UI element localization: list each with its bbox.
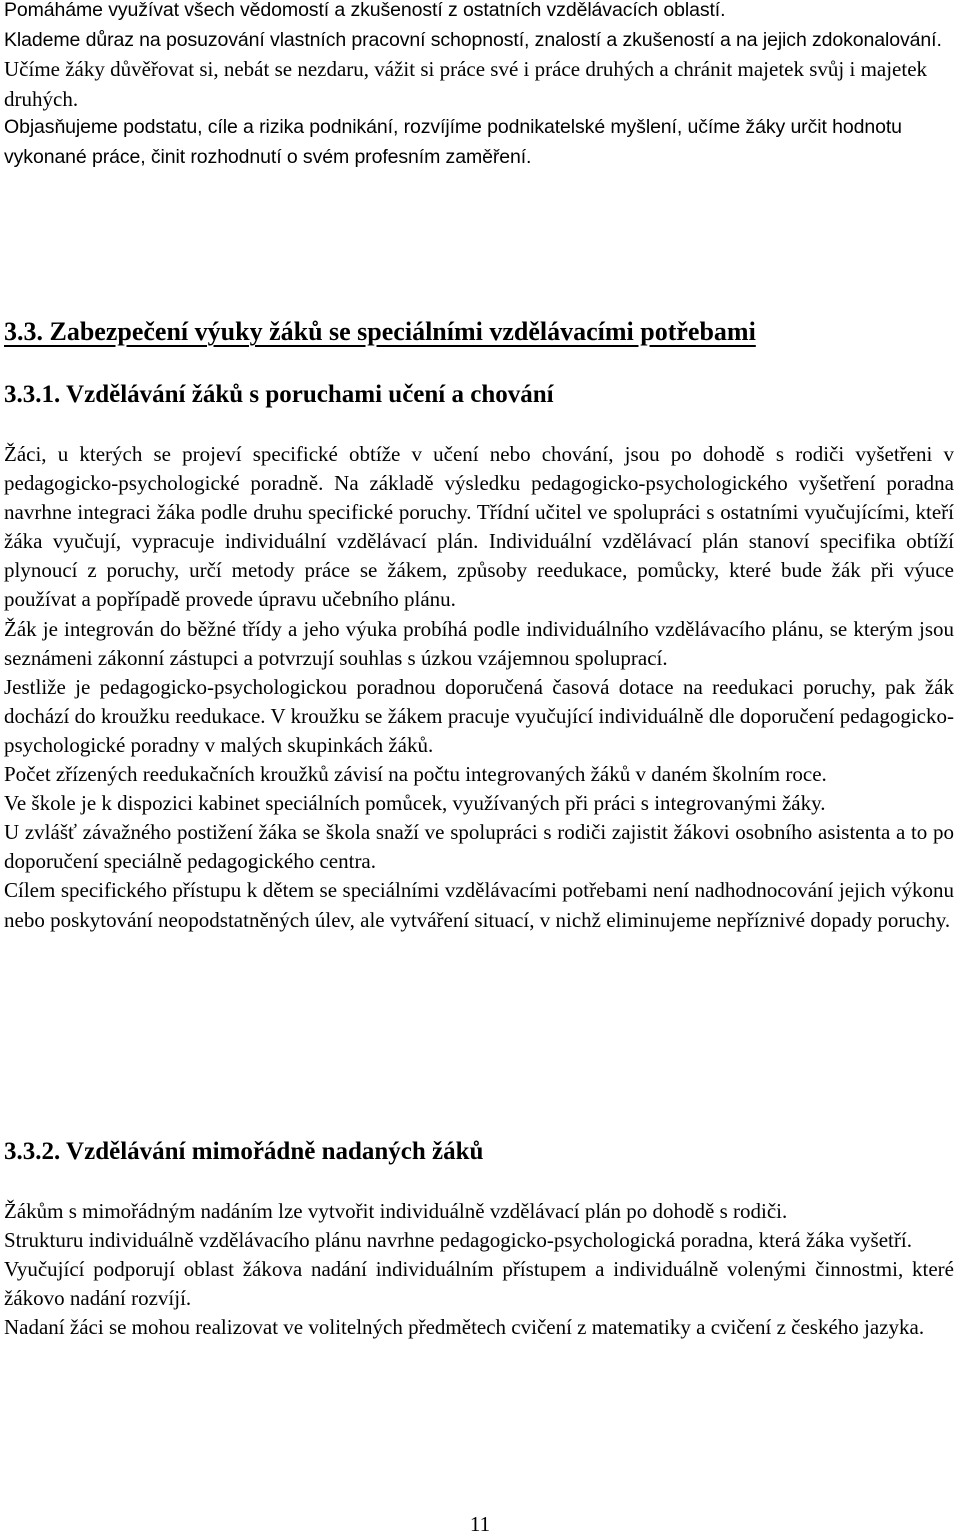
intro-line-1: Pomáháme využívat všech vědomostí a zkušeností z ostatních vzdělávacích oblastí. xyxy=(4,0,726,21)
section-title: 3.3. Zabezpečení výuky žáků se speciálními vzdělávacími potřebami xyxy=(4,317,756,346)
paragraph: Žáci, u kterých se projeví specifické obtíže v učení nebo chování, jsou po dohodě s rodiči vyšetřeni v pedagogicko-psychologické poradně. Na základě výsledku pedagogicko-psychologického vyšetření poradna navrhne integraci žáka podle druhu specifické poruchy. Třídní učitel ve spolupráci s ostatními vyučujícími, kteří žáka vyučují, vypracuje individuální vzdělávací plán. Individuální vzdělávací plán stanoví specifika obtíží plynoucí z poruchy, určí metody práce se žákem, způsoby reedukace, pomůcky, které bude žák při výuce používat a popřípadě provede úpravu učebního plánu. xyxy=(4,442,954,612)
intro-line-2: Klademe důraz na posuzování vlastních pracovní schopností, znalostí a zkušeností a na jejich zdokonalování. xyxy=(4,28,942,51)
paragraph: Počet zřízených reedukačních kroužků závisí na počtu integrovaných žáků v daném školním roce. xyxy=(4,762,827,787)
paragraph: Ve škole je k dispozici kabinet speciálních pomůcek, využívaných při práci s integrovanými žáky. xyxy=(4,791,826,816)
subsection-body-gifted-pupils xyxy=(4,1197,954,1342)
paragraph: Vyučující podporují oblast žákova nadání individuálním přístupem a individuálně volenými činnostmi, které žákovo nadání rozvíjí. xyxy=(4,1257,954,1311)
intro-line-3: Učíme žáky důvěřovat si, nebát se nezdaru, vážit si práce své i práce druhých a chránit majetek svůj i majetek druhých. xyxy=(4,57,928,111)
intro-line-4: Objasňujeme podstatu, cíle a rizika podnikání, rozvíjíme podnikatelské myšlení, učíme žáky určit hodnotu vykonané práce, činit rozhodnutí o svém profesním zaměření. xyxy=(4,116,902,168)
subsection-body-learning-disorders xyxy=(4,440,954,935)
paragraph: Žák je integrován do běžné třídy a jeho výuka probíhá podle individuálního vzdělávacího plánu, se kterým jsou seznámeni zákonní zástupci a potvrzují souhlas s úzkou vzájemnou spoluprací. xyxy=(4,616,954,670)
paragraph: U zvlášť závažného postižení žáka se škola snaží ve spolupráci s rodiči zajistit žákovi osobního asistenta a to po doporučení speciálně pedagogického centra. xyxy=(4,820,954,874)
page-number: 11 xyxy=(469,1512,491,1536)
paragraph: Nadaní žáci se mohou realizovat ve volitelných předmětech cvičení z matematiky a cvičení z českého jazyka. xyxy=(4,1315,925,1340)
paragraph: Žákům s mimořádným nadáním lze vytvořit individuálně vzdělávací plán po dohodě s rodiči. xyxy=(4,1199,788,1223)
paragraph: Strukturu individuálně vzdělávacího plánu navrhne pedagogicko-psychologická poradna, která žáka vyšetří. xyxy=(4,1228,912,1253)
subsection-title-gifted-pupils: 3.3.2. Vzdělávání mimořádně nadaných žáků xyxy=(4,1138,484,1165)
paragraph: Cílem specifického přístupu k dětem se speciálními vzdělávacími potřebami není nadhodnocování jejich výkonu nebo poskytování neopodstatněných úlev, ale vytváření situací, v nichž eliminujeme nepříznivé dopady poruchy. xyxy=(4,878,954,932)
paragraph: Jestliže je pedagogicko-psychologickou poradnou doporučená časová dotace na reedukaci poruchy, pak žák dochází do kroužku reedukace. V kroužku se žákem pracuje vyučující individuálně dle doporučení pedagogicko-psychologické poradny v malých skupinkách žáků. xyxy=(4,674,954,757)
subsection-title-learning-disorders: 3.3.1. Vzdělávání žáků s poruchami učení a chování xyxy=(4,381,554,408)
